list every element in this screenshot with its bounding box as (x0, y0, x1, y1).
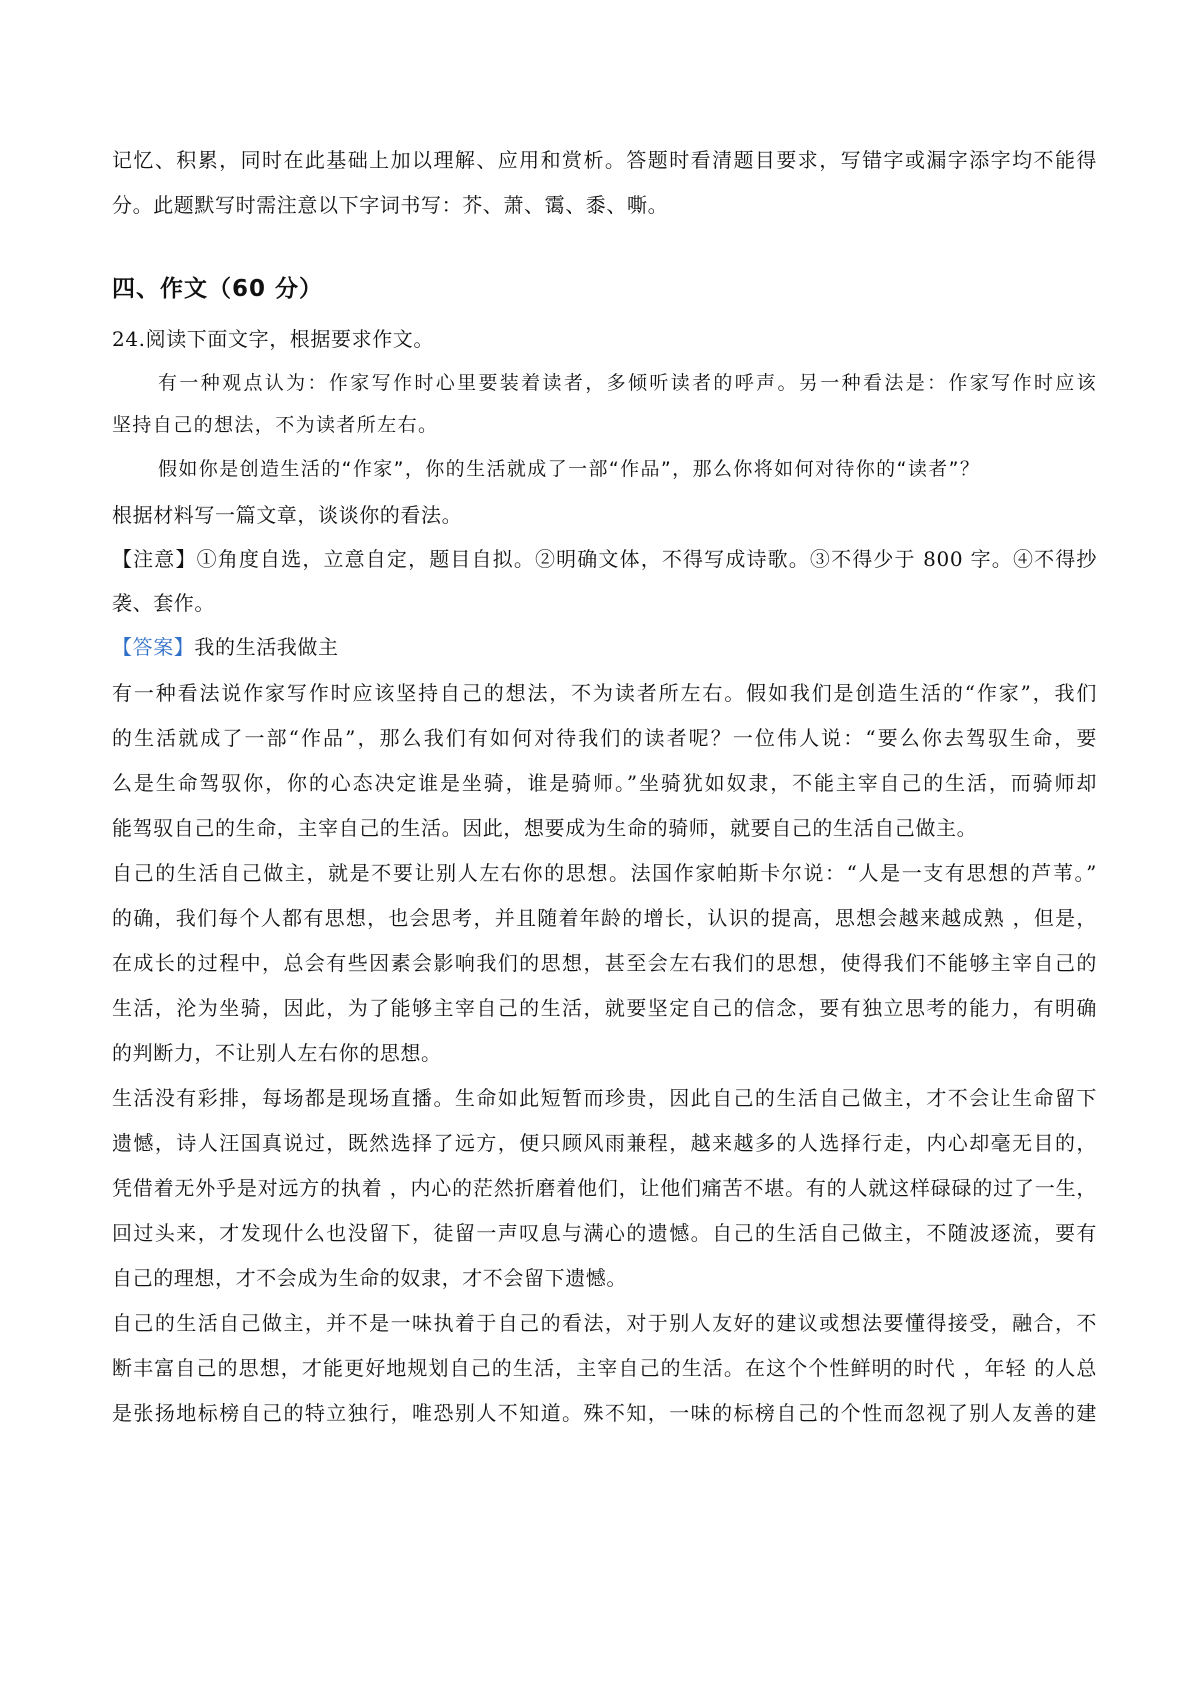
question-prompt: 24.阅读下面文字，根据要求作文。 (112, 327, 435, 351)
answer-line-17: 是张扬地标榜自己的特立独行，唯恐别人不知道。殊不知，一味的标榜自己的个性而忽视了别人友善的建 (112, 1401, 1097, 1425)
answer-tag: 【答案】 (112, 635, 195, 659)
answer-line-15: 自己的生活自己做主，并不是一味执着于自己的看法，对于别人友好的建议或想法要懂得接受，融合，不 (112, 1311, 1097, 1335)
answer-line-12: 凭借着无外乎是对远方的执着 ，内心的茫然折磨着他们，让他们痛苦不堪。有的人就这样碌碌的过了一生， (112, 1176, 1097, 1200)
answer-line-7: 在成长的过程中，总会有些因素会影响我们的思想，甚至会左右我们的思想，使得我们不能够主宰自己的 (112, 951, 1097, 975)
answer-line-16: 断丰富自己的思想，才能更好地规划自己的生活，主宰自己的生活。在这个个性鲜明的时代 ，年轻 的人总 (112, 1356, 1097, 1380)
intro-line-1: 记忆、积累，同时在此基础上加以理解、应用和赏析。答题时看清题目要求，写错字或漏字添字均不能得 (112, 148, 1097, 172)
answer-line-6: 的确，我们每个人都有思想，也会思考，并且随着年龄的增长，认识的提高，思想会越来越成熟 ，但是， (112, 906, 1097, 930)
notice-line-2: 袭、套作。 (112, 591, 215, 615)
answer-line-1: 有一种看法说作家写作时应该坚持自己的想法，不为读者所左右。假如我们是创造生活的“作家”，我们 (112, 681, 1097, 705)
answer-line-9: 的判断力，不让别人左右你的思想。 (112, 1041, 442, 1065)
answer-line-4: 能驾驭自己的生命，主宰自己的生活。因此，想要成为生命的骑师，就要自己的生活自己做主。 (112, 816, 978, 840)
answer-line-10: 生活没有彩排，每场都是现场直播。生命如此短暂而珍贵，因此自己的生活自己做主，才不会让生命留下 (112, 1086, 1097, 1110)
material-line-3: 假如你是创造生活的“作家”，你的生活就成了一部“作品”，那么你将如何对待你的“读者”？ (158, 458, 981, 480)
answer-line-5: 自己的生活自己做主，就是不要让别人左右你的思想。法国作家帕斯卡尔说：“人是一支有思想的芦苇。” (112, 861, 1097, 885)
question-instruction: 根据材料写一篇文章，谈谈你的看法。 (112, 503, 463, 527)
answer-line-3: 么是生命驾驭你，你的心态决定谁是坐骑，谁是骑师。”坐骑犹如奴隶，不能主宰自己的生活，而骑师却 (112, 771, 1097, 795)
material-line-2: 坚持自己的想法，不为读者所左右。 (112, 414, 439, 436)
answer-line-14: 自己的理想，才不会成为生命的奴隶，才不会留下遗憾。 (112, 1266, 627, 1290)
section-title: 四、作文（60 分） (112, 276, 324, 302)
answer-line-11: 遗憾，诗人汪国真说过，既然选择了远方，便只顾风雨兼程，越来越多的人选择行走，内心却毫无目的， (112, 1131, 1097, 1155)
intro-line-2: 分。此题默写时需注意以下字词书写：芥、萧、霭、黍、嘶。 (112, 193, 669, 217)
answer-title: 我的生活我做主 (194, 635, 339, 659)
notice-line-1: 【注意】①角度自选，立意自定，题目自拟。②明确文体，不得写成诗歌。③不得少于 800 字。④不得抄 (112, 547, 1097, 571)
answer-heading (112, 634, 339, 660)
answer-line-8: 生活，沦为坐骑，因此，为了能够主宰自己的生活，就要坚定自己的信念，要有独立思考的能力，有明确 (112, 996, 1097, 1020)
material-line-1: 有一种观点认为：作家写作时心里要装着读者，多倾听读者的呼声。另一种看法是：作家写作时应该 (158, 372, 1097, 394)
answer-line-13: 回过头来，才发现什么也没留下，徒留一声叹息与满心的遗憾。自己的生活自己做主，不随波逐流，要有 (112, 1221, 1097, 1245)
answer-line-2: 的生活就成了一部“作品”，那么我们有如何对待我们的读者呢？一位伟人说：“要么你去驾驭生命，要 (112, 726, 1097, 750)
